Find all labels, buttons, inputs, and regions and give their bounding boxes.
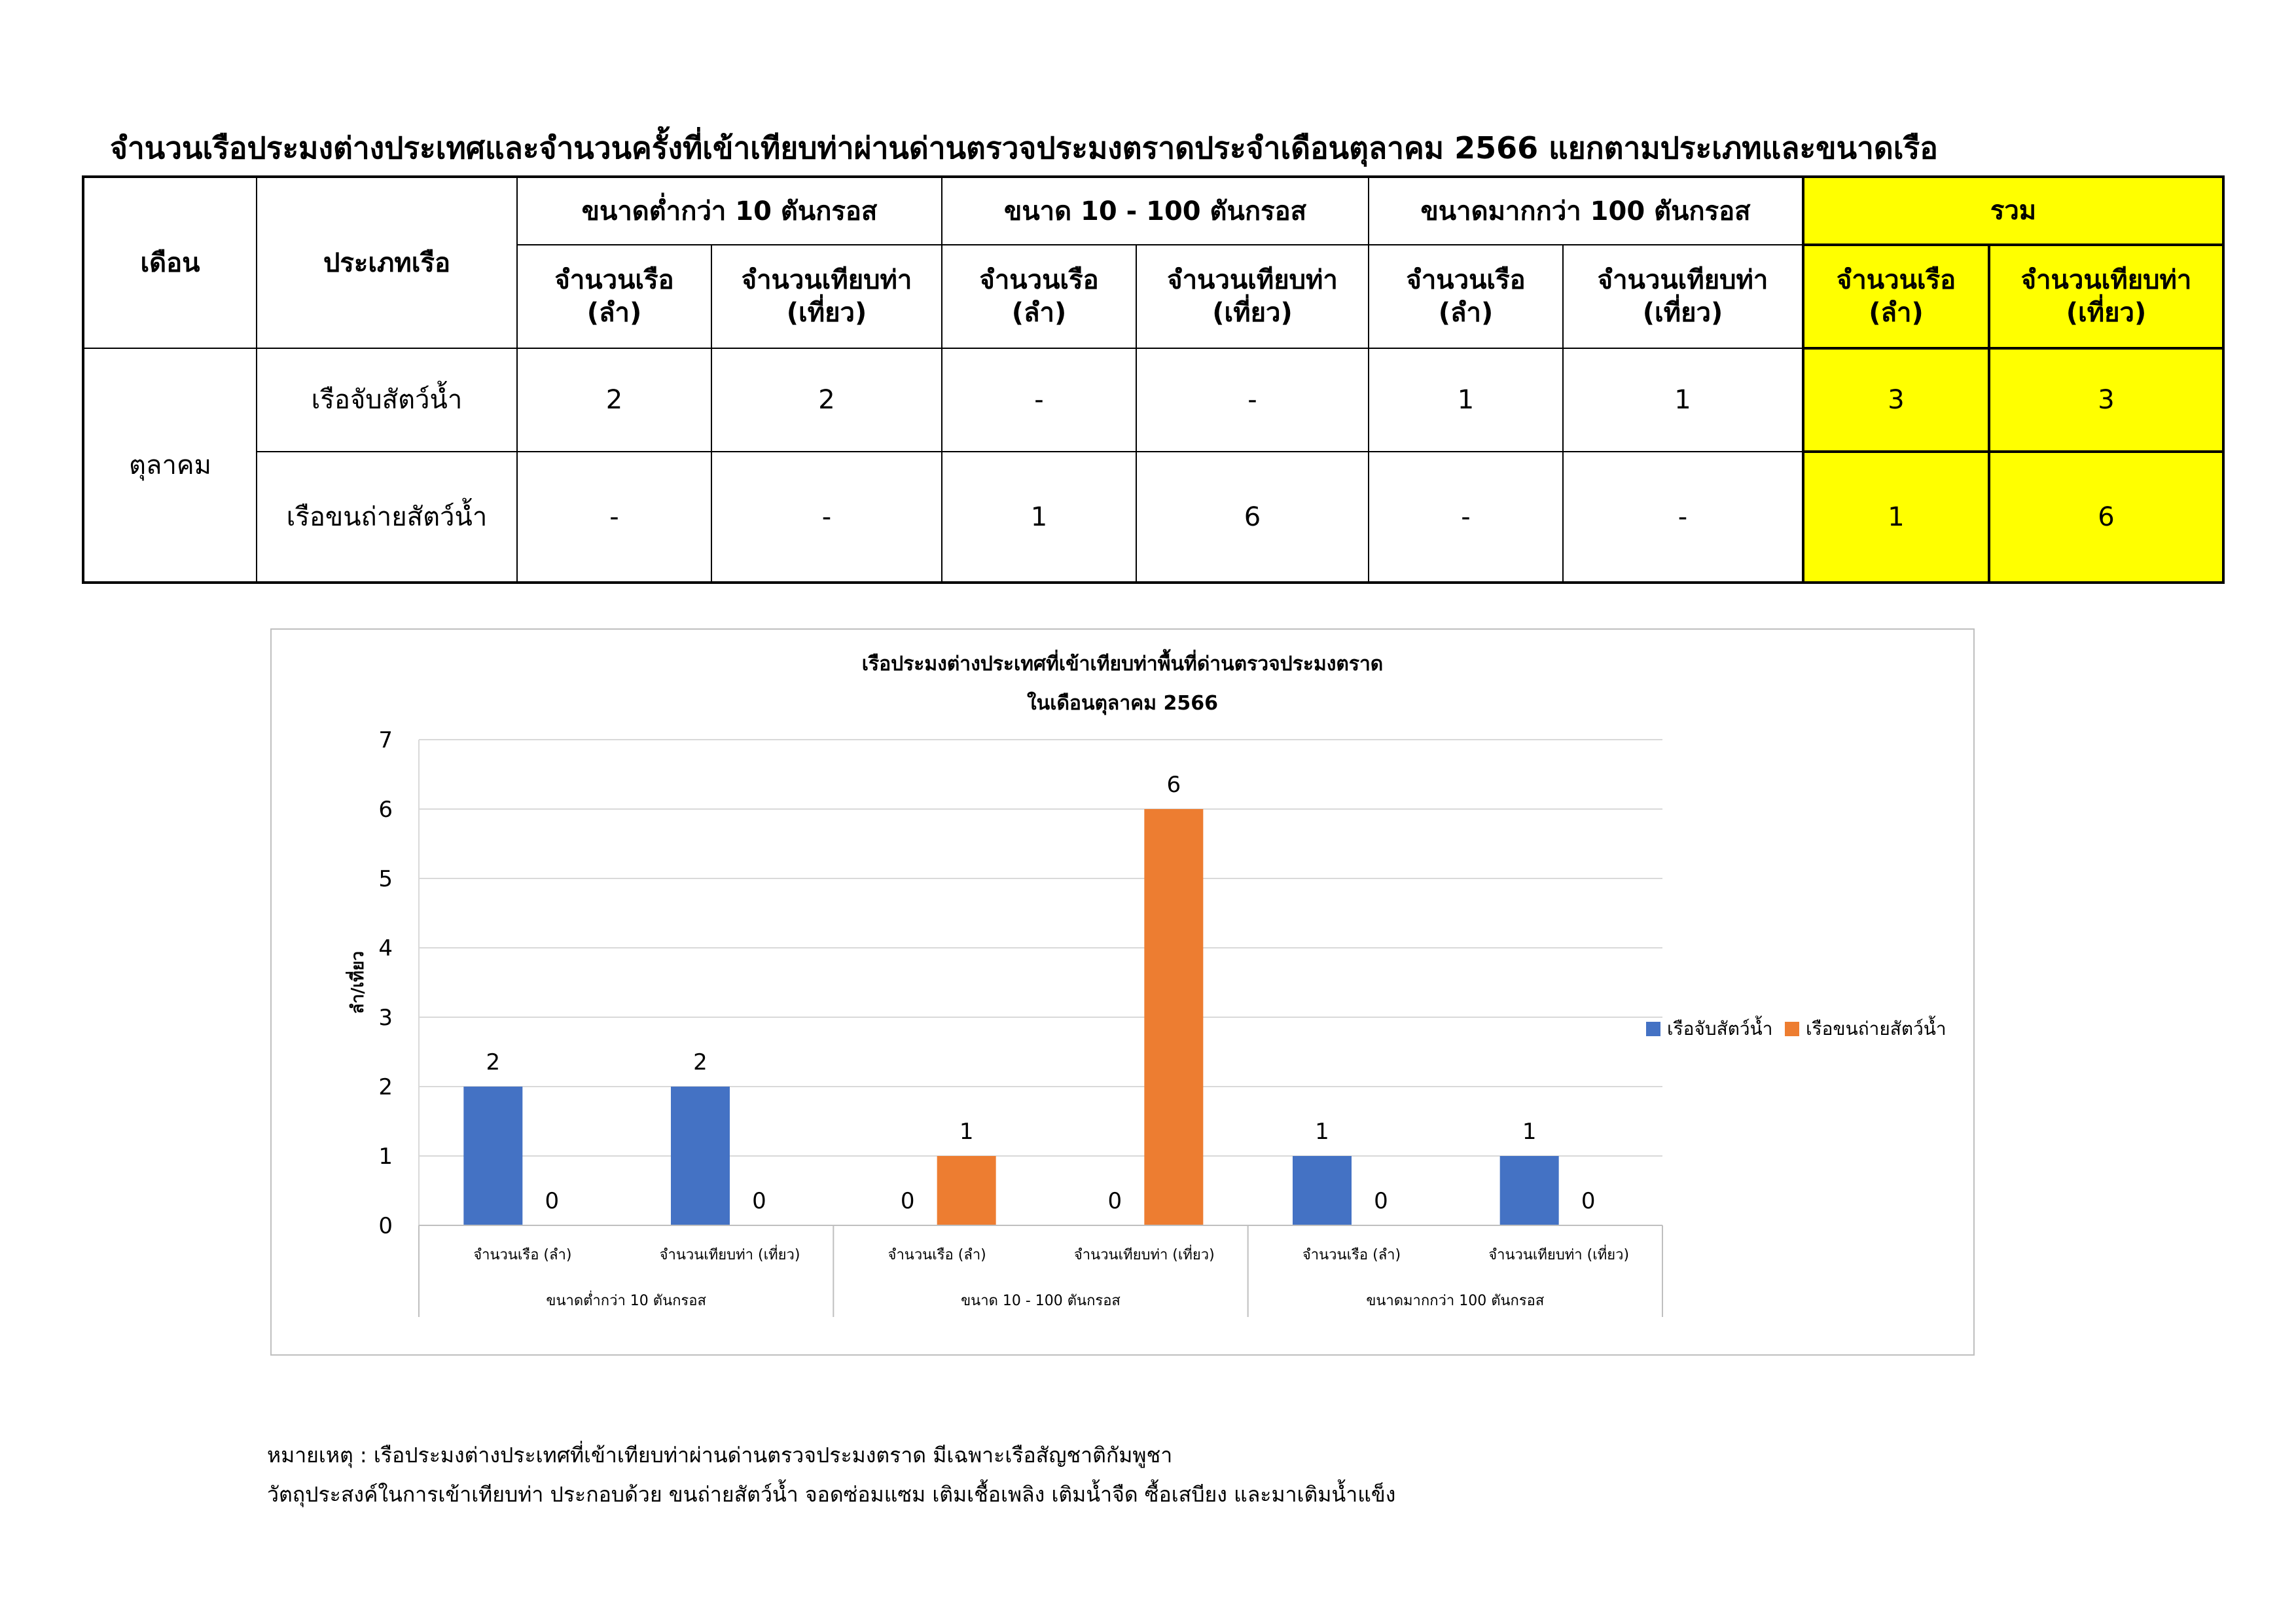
table-cell: 1 bbox=[1563, 348, 1803, 452]
legend-label: เรือขนถ่ายสัตว์น้ำ bbox=[1806, 1018, 1946, 1039]
data-label: 0 bbox=[1374, 1188, 1388, 1214]
subheader-total-trips bbox=[1989, 245, 2223, 348]
data-label: 0 bbox=[1581, 1188, 1596, 1214]
header-group-total: รวม bbox=[1803, 177, 2223, 245]
table-cell: - bbox=[1369, 452, 1563, 583]
x-tick-label: จำนวนเทียบท่า (เที่ยว) bbox=[1488, 1247, 1630, 1263]
table-cell: 6 bbox=[1136, 452, 1369, 583]
table-cell: 2 bbox=[517, 348, 711, 452]
header-month: เดือน bbox=[83, 177, 257, 348]
subheader-boats-unit: (ลำ) bbox=[1011, 298, 1067, 328]
y-tick-label: 5 bbox=[378, 866, 393, 892]
y-axis-label: ลำ/เที่ยว bbox=[348, 951, 368, 1014]
month-cell: ตุลาคม bbox=[83, 348, 257, 583]
data-label: 2 bbox=[486, 1049, 501, 1075]
x-tick-label: จำนวนเรือ (ลำ) bbox=[1302, 1247, 1401, 1263]
subheader-trips-label: จำนวนเทียบท่า bbox=[1167, 265, 1338, 295]
x-tick-label: จำนวนเรือ (ลำ) bbox=[888, 1247, 986, 1263]
data-label: 2 bbox=[693, 1049, 708, 1075]
y-tick-label: 3 bbox=[378, 1005, 393, 1031]
x-tick-label: จำนวนเรือ (ลำ) bbox=[473, 1247, 572, 1263]
total-cell: 6 bbox=[1989, 452, 2223, 583]
subheader-trips bbox=[711, 245, 942, 348]
table-cell: - bbox=[517, 452, 711, 583]
summary-table bbox=[82, 175, 2225, 584]
subheader-trips bbox=[1136, 245, 1369, 348]
y-tick-label: 0 bbox=[378, 1213, 393, 1239]
table-cell: - bbox=[711, 452, 942, 583]
row-type-label: เรือขนถ่ายสัตว์น้ำ bbox=[257, 452, 517, 583]
data-label: 1 bbox=[1522, 1119, 1537, 1145]
legend-swatch bbox=[1785, 1022, 1799, 1036]
x-tick-label: จำนวนเทียบท่า (เที่ยว) bbox=[659, 1247, 800, 1263]
bar bbox=[463, 1087, 522, 1225]
subheader-trips-label: จำนวนเทียบท่า bbox=[1597, 265, 1768, 295]
subheader-boats bbox=[1369, 245, 1563, 348]
header-boat-type: ประเภทเรือ bbox=[257, 177, 517, 348]
table-cell: 2 bbox=[711, 348, 942, 452]
header-group-large: ขนาดมากกว่า 100 ตันกรอส bbox=[1369, 177, 1803, 245]
x-group-label: ขนาดมากกว่า 100 ตันกรอส bbox=[1366, 1293, 1545, 1309]
subheader-boats-label: จำนวนเรือ bbox=[554, 265, 674, 295]
x-tick-label: จำนวนเทียบท่า (เที่ยว) bbox=[1073, 1247, 1215, 1263]
data-label: 0 bbox=[1107, 1188, 1122, 1214]
row-type-label: เรือจับสัตว์น้ำ bbox=[257, 348, 517, 452]
bar bbox=[1144, 809, 1203, 1225]
subheader-boats-unit: (ลำ) bbox=[586, 298, 642, 328]
table-cell: 1 bbox=[942, 452, 1136, 583]
total-cell: 3 bbox=[1989, 348, 2223, 452]
footnote-line-2: วัตถุประสงค์ในการเข้าเทียบท่า ประกอบด้วย ขนถ่ายสัตว์น้ำ จอดซ่อมแซม เติมเชื้อเพลิง เติมน้ำจืด ซื้อเสบียง และมาเติมน้ำแข็ง bbox=[267, 1482, 1396, 1507]
subheader-trips-unit: (เที่ยว) bbox=[1212, 298, 1293, 328]
page-title: จำนวนเรือประมงต่างประเทศและจำนวนครั้งที่เข้าเทียบท่าผ่านด่านตรวจประมงตราดประจำเดือนตุลาคม 2566 แยกตามประเภทและขนาดเรือ bbox=[110, 130, 1938, 166]
subheader-trips bbox=[1563, 245, 1803, 348]
header-group-small: ขนาดต่ำกว่า 10 ตันกรอส bbox=[517, 177, 942, 245]
chart-title: เรือประมงต่างประเทศที่เข้าเทียบท่าพื้นที่ด่านตรวจประมงตราด bbox=[861, 653, 1384, 676]
data-label: 0 bbox=[545, 1188, 560, 1214]
x-group-label: ขนาดต่ำกว่า 10 ตันกรอส bbox=[546, 1293, 706, 1309]
data-label: 0 bbox=[900, 1188, 915, 1214]
subheader-trips-unit: (เที่ยว) bbox=[1642, 298, 1723, 328]
x-group-label: ขนาด 10 - 100 ตันกรอส bbox=[961, 1293, 1121, 1309]
bar bbox=[1293, 1156, 1352, 1225]
bar-chart bbox=[272, 630, 1973, 1354]
table-cell: - bbox=[942, 348, 1136, 452]
subheader-boats bbox=[517, 245, 711, 348]
data-label: 0 bbox=[752, 1188, 766, 1214]
y-tick-label: 2 bbox=[378, 1074, 393, 1100]
legend-swatch bbox=[1646, 1022, 1660, 1036]
y-tick-label: 7 bbox=[378, 727, 393, 753]
legend-label: เรือจับสัตว์น้ำ bbox=[1667, 1018, 1773, 1039]
subheader-trips-label: จำนวนเทียบท่า bbox=[741, 265, 912, 295]
bar bbox=[937, 1156, 996, 1225]
subheader-boats-label: จำนวนเรือ bbox=[979, 265, 1099, 295]
table-cell: - bbox=[1136, 348, 1369, 452]
y-tick-label: 6 bbox=[378, 797, 393, 823]
data-label: 1 bbox=[959, 1119, 974, 1145]
y-tick-label: 4 bbox=[378, 935, 393, 962]
chart-subtitle: ในเดือนตุลาคม 2566 bbox=[1027, 692, 1218, 715]
bar bbox=[671, 1087, 730, 1225]
subheader-trips-unit: (เที่ยว) bbox=[2066, 298, 2147, 328]
table-cell: - bbox=[1563, 452, 1803, 583]
subheader-boats-label: จำนวนเรือ bbox=[1406, 265, 1526, 295]
subheader-boats-unit: (ลำ) bbox=[1438, 298, 1494, 328]
header-group-medium: ขนาด 10 - 100 ตันกรอส bbox=[942, 177, 1369, 245]
subheader-boats bbox=[942, 245, 1136, 348]
table-cell: 1 bbox=[1369, 348, 1563, 452]
total-cell: 1 bbox=[1803, 452, 1989, 583]
bar bbox=[1500, 1156, 1559, 1225]
subheader-total-boats bbox=[1803, 245, 1989, 348]
footnote-line-1: หมายเหตุ : เรือประมงต่างประเทศที่เข้าเทียบท่าผ่านด่านตรวจประมงตราด มีเฉพาะเรือสัญชาติกัมพูชา bbox=[267, 1443, 1173, 1468]
table-row bbox=[83, 452, 2223, 583]
subheader-boats-label: จำนวนเรือ bbox=[1836, 265, 1956, 295]
subheader-trips-label: จำนวนเทียบท่า bbox=[2020, 265, 2192, 295]
data-label: 6 bbox=[1166, 772, 1181, 798]
subheader-trips-unit: (เที่ยว) bbox=[786, 298, 867, 328]
data-label: 1 bbox=[1315, 1119, 1329, 1145]
chart-container bbox=[270, 628, 1975, 1356]
subheader-boats-unit: (ลำ) bbox=[1869, 298, 1924, 328]
table-row bbox=[83, 348, 2223, 452]
y-tick-label: 1 bbox=[378, 1144, 393, 1170]
total-cell: 3 bbox=[1803, 348, 1989, 452]
